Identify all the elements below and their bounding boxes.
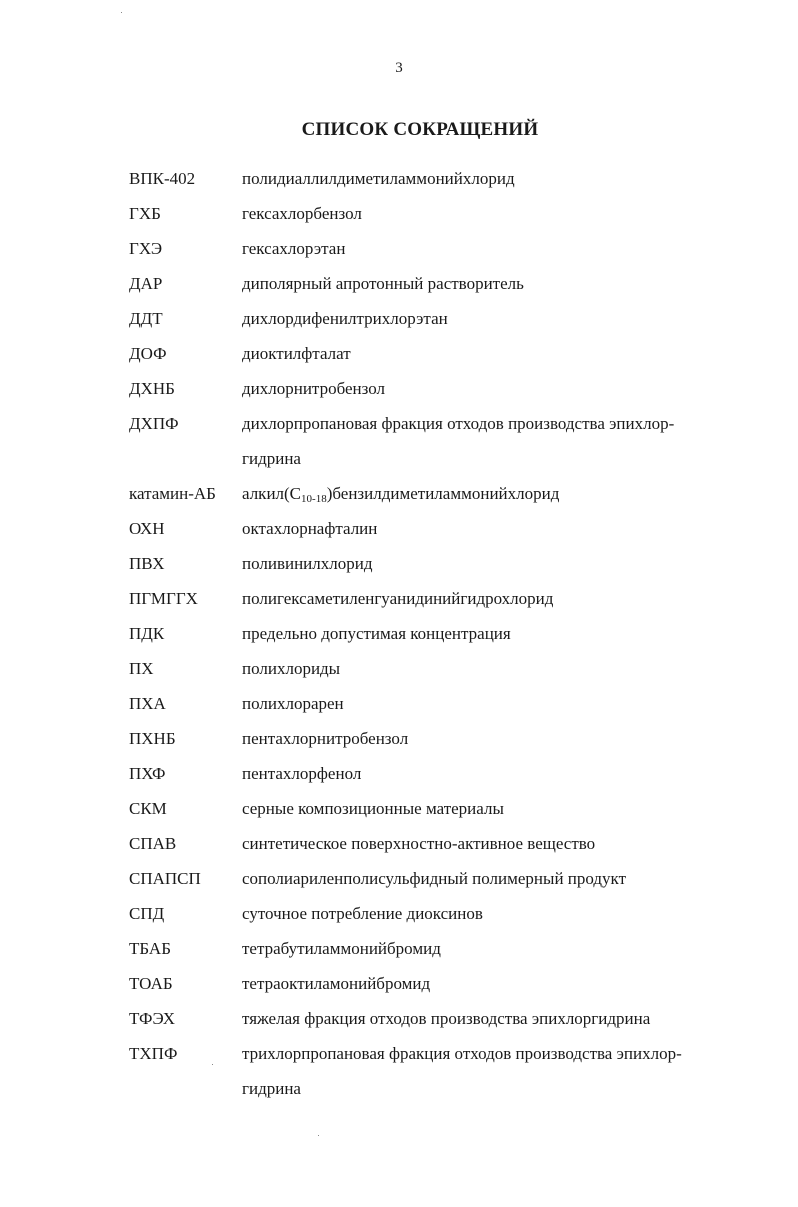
- list-item: [129, 826, 749, 861]
- list-item: [129, 616, 749, 651]
- scan-speck: [121, 12, 122, 13]
- list-item: [129, 931, 749, 966]
- abbreviation-definition: тетраоктиламонийбромид: [242, 974, 431, 993]
- abbreviation-definition: пентахлорфенол: [242, 764, 362, 783]
- abbreviation-definition: полихлорарен: [242, 694, 344, 713]
- list-item: [129, 546, 749, 581]
- definition-line: гидрина: [242, 449, 301, 468]
- abbreviation-term: ПХА: [129, 694, 166, 713]
- list-item: [129, 581, 749, 616]
- abbreviation-term: ВПК-402: [129, 169, 196, 188]
- abbreviation-term: СКМ: [129, 799, 167, 818]
- abbreviation-definition: гексахлорбензол: [242, 204, 362, 223]
- list-item: [129, 161, 749, 196]
- abbreviation-term: ТХПФ: [129, 1044, 178, 1063]
- abbreviation-term: ПХНБ: [129, 729, 176, 748]
- definition-line: дихлорпропановая фракция отходов производства эпихлор-: [242, 414, 675, 433]
- abbreviation-definition: дихлорнитробензол: [242, 379, 386, 398]
- list-item: [129, 231, 749, 266]
- abbreviation-term: ПХ: [129, 659, 154, 678]
- abbreviation-definition: [242, 406, 742, 476]
- abbreviation-term: катамин-АБ: [129, 484, 216, 503]
- abbreviation-definition: диполярный апротонный растворитель: [242, 274, 524, 293]
- abbreviation-term: ПВХ: [129, 554, 165, 573]
- list-item: [129, 196, 749, 231]
- abbreviation-term: СПД: [129, 904, 165, 923]
- abbreviation-term: СПАПСП: [129, 869, 201, 888]
- page-number: 3: [395, 60, 403, 76]
- list-item: [129, 721, 749, 756]
- definition-prefix: алкил(C: [242, 484, 302, 503]
- abbreviation-definition: полихлориды: [242, 659, 341, 678]
- abbreviation-definition: гексахлорэтан: [242, 239, 346, 258]
- abbreviation-term: ТОАБ: [129, 974, 173, 993]
- abbreviation-term: ДАР: [129, 274, 163, 293]
- definition-subscript: 10-18: [301, 493, 327, 505]
- abbreviation-term: ДДТ: [129, 309, 163, 328]
- list-item: [129, 686, 749, 721]
- abbreviation-term: ПГМГГХ: [129, 589, 198, 608]
- list-item: [129, 406, 749, 476]
- definition-suffix: )бензилдиметиламмонийхлорид: [326, 484, 560, 503]
- abbreviation-term: ГХБ: [129, 204, 161, 223]
- abbreviation-term: ТФЭХ: [129, 1009, 176, 1028]
- abbreviation-term: ОХН: [129, 519, 165, 538]
- abbreviation-term: ТБАБ: [129, 939, 171, 958]
- abbreviation-definition: синтетическое поверхностно-активное вещество: [242, 834, 596, 853]
- list-item: [129, 966, 749, 1001]
- abbreviation-list: [129, 161, 749, 1106]
- definition-line: гидрина: [242, 1079, 301, 1098]
- abbreviation-definition: пентахлорнитробензол: [242, 729, 409, 748]
- list-item: [129, 336, 749, 371]
- abbreviation-definition: тяжелая фракция отходов производства эпихлоргидрина: [242, 1009, 651, 1028]
- abbreviation-definition: октахлорнафталин: [242, 519, 378, 538]
- list-item: [129, 791, 749, 826]
- abbreviation-definition: поливинилхлорид: [242, 554, 373, 573]
- abbreviation-term: ПХФ: [129, 764, 166, 783]
- list-item: [129, 476, 749, 511]
- list-item: [129, 651, 749, 686]
- abbreviation-definition: предельно допустимая концентрация: [242, 624, 511, 643]
- abbreviation-definition: полидиаллилдиметиламмонийхлорид: [242, 169, 515, 188]
- list-item: [129, 301, 749, 336]
- scan-speck: [212, 1064, 213, 1065]
- list-item: [129, 511, 749, 546]
- abbreviation-definition: дихлордифенилтрихлорэтан: [242, 309, 448, 328]
- scan-speck: [318, 1135, 319, 1136]
- list-item: [129, 861, 749, 896]
- list-item: [129, 1036, 749, 1106]
- abbreviation-definition: диоктилфталат: [242, 344, 351, 363]
- abbreviation-term: ПДК: [129, 624, 165, 643]
- abbreviation-term: ДОФ: [129, 344, 167, 363]
- list-item: [129, 371, 749, 406]
- abbreviation-definition: тетрабутиламмонийбромид: [242, 939, 441, 958]
- abbreviation-definition: серные композиционные материалы: [242, 799, 504, 818]
- list-item: [129, 896, 749, 931]
- abbreviation-term: ГХЭ: [129, 239, 163, 258]
- abbreviation-term: СПАВ: [129, 834, 177, 853]
- abbreviation-definition: [242, 476, 742, 511]
- abbreviation-term: ДХНБ: [129, 379, 175, 398]
- list-item: [129, 1001, 749, 1036]
- abbreviation-definition: [242, 1036, 742, 1106]
- abbreviation-term: ДХПФ: [129, 414, 179, 433]
- definition-line: трихлорпропановая фракция отходов производства эпихлор-: [242, 1044, 682, 1063]
- abbreviation-definition: сополиариленполисульфидный полимерный продукт: [242, 869, 627, 888]
- page-title: СПИСОК СОКРАЩЕНИЙ: [301, 119, 539, 140]
- abbreviation-definition: полигексаметиленгуанидинийгидрохлорид: [242, 589, 554, 608]
- abbreviation-definition: суточное потребление диоксинов: [242, 904, 483, 923]
- list-item: [129, 756, 749, 791]
- list-item: [129, 266, 749, 301]
